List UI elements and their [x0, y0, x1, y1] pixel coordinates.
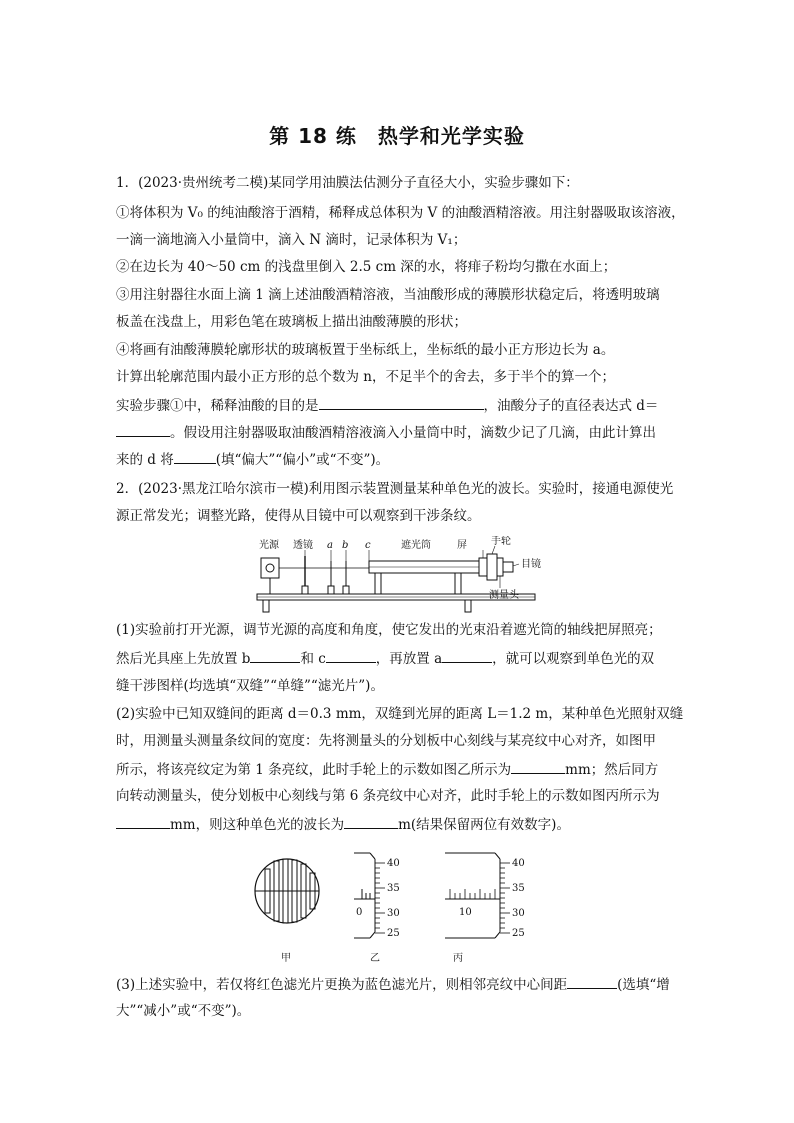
answer-blank-error[interactable]	[174, 449, 216, 464]
hand-wheel	[487, 554, 497, 580]
q2-part1-line1: (1)实验前打开光源，调节光源的高度和角度，使它发出的光束沿着遮光筒的轴线把屏照亮；	[116, 622, 662, 638]
q2-part2-line3	[116, 759, 681, 780]
measurement-figures	[250, 843, 540, 965]
q1-question-line1	[116, 395, 681, 416]
bing-tick-35: 35	[512, 883, 525, 894]
yi-tick-35: 35	[387, 883, 400, 894]
answer-blank-wavelength[interactable]	[344, 814, 398, 829]
q2-part1-line2	[116, 648, 681, 669]
label-hand-wheel: 手轮	[491, 536, 511, 547]
answer-blank-b[interactable]	[250, 648, 300, 663]
label-tube: 遮光筒	[401, 540, 431, 551]
q2-part2-line1: (2)实验中已知双缝间的距离 d＝0.3 mm，双缝到光屏的距离 L＝1.2 m，某种单色光照射双缝	[116, 706, 684, 722]
q2-part2-text2: mm；然后同方	[565, 762, 659, 778]
label-b: b	[342, 540, 349, 551]
q2-stem-line2: 源正常发光；调整光路，使得从目镜中可以观察到干涉条纹。	[116, 508, 481, 524]
q1-text-c: 。假设用注射器吸取油酸酒精溶液滴入小量筒中时，滴数少记了几滴，由此计算出	[170, 425, 656, 441]
answer-blank-diameter[interactable]	[116, 422, 170, 437]
screen	[479, 558, 487, 576]
q2-part2-text3: mm，则这种单色光的波长为	[170, 817, 345, 833]
rail-leg-left	[263, 600, 269, 612]
answer-blank-c[interactable]	[326, 648, 376, 663]
q2-part3-line1	[116, 974, 681, 995]
q1-text-e: (填“偏大”“偏小”或“不变”)。	[215, 452, 390, 468]
bing-tick-25: 25	[512, 928, 525, 939]
figure-jia	[255, 859, 319, 923]
q1-text-b: ，油酸分子的直径表达式 d＝	[483, 398, 659, 414]
q2-part2-line4: 向转动测量头，使分划板中心刻线与第 6 条亮纹中心对齐，此时手轮上的示数如图丙所示为	[116, 788, 660, 804]
yi-tick-25: 25	[387, 928, 400, 939]
answer-blank-reading1[interactable]	[511, 759, 565, 774]
caption-jia: 甲	[281, 953, 291, 964]
q2-part2-text1: 所示，将该亮纹定为第 1 条亮纹，此时手轮上的示数如图乙所示为	[116, 762, 512, 778]
answer-blank-reading2[interactable]	[116, 814, 170, 829]
label-light-source: 光源	[259, 540, 279, 551]
q2-part2-line5	[116, 814, 681, 835]
q2-part1-text1: 然后光具座上先放置 b	[116, 651, 251, 667]
light-source-box	[261, 558, 279, 578]
eyepiece	[503, 562, 513, 572]
label-lens: 透镜	[293, 540, 313, 551]
label-eyepiece: 目镜	[521, 559, 541, 570]
yi-main-zero: 0	[356, 907, 363, 918]
q2-part2-line2: 时，用测量头测量条纹间的宽度：先将测量头的分划板中心刻线与某亮纹中心对齐，如图甲	[116, 733, 656, 749]
label-c: c	[365, 540, 371, 551]
measuring-head	[497, 558, 503, 576]
q2-part1-text2: 和 c	[300, 651, 326, 667]
page-title: 第 18 练 热学和光学实验	[269, 124, 525, 148]
q1-question-line3	[116, 449, 681, 470]
figure-bing	[445, 853, 510, 938]
q1-text-a: 实验步骤①中，稀释油酸的目的是	[116, 398, 319, 414]
answer-blank-spacing[interactable]	[567, 974, 617, 989]
label-measuring-head: 测量头	[489, 590, 519, 601]
q2-part1-text4: ，就可以观察到单色光的双	[492, 651, 655, 667]
q2-part3-text1: (3)上述实验中，若仅将红色滤光片更换为蓝色滤光片，则相邻亮纹中心间距	[116, 977, 568, 993]
bing-tick-40: 40	[512, 858, 525, 869]
q2-part1-text3: ，再放置 a	[375, 651, 443, 667]
q2-part3-line2: 大”“减小”或“不变”)。	[116, 1003, 251, 1019]
q2-part3-text2: (选填“增	[617, 977, 670, 993]
light-source-bulb	[266, 564, 274, 572]
q1-step3-line1: ③用注射器往水面上滴 1 滴上述油酸酒精溶液，当油酸形成的薄膜形状稳定后，将透明玻璃	[116, 287, 660, 303]
q1-step4: ④将画有油酸薄膜轮廓形状的玻璃板置于坐标纸上，坐标纸的最小正方形边长为 a。	[116, 342, 615, 358]
q1-step2: ②在边长为 40～50 cm 的浅盘里倒入 2.5 cm 深的水，将痱子粉均匀撒在水面上；	[116, 259, 617, 275]
answer-blank-purpose[interactable]	[319, 395, 484, 410]
bing-main-ten: 10	[459, 907, 472, 918]
q1-step3-line2: 板盖在浅盘上，用彩色笔在玻璃板上描出油酸薄膜的形状；	[116, 314, 467, 330]
bing-tick-30: 30	[512, 908, 525, 919]
caption-yi: 乙	[370, 953, 380, 964]
double-slit-apparatus-figure	[255, 536, 545, 614]
q1-text-d: 来的 d 将	[116, 452, 174, 468]
label-a: a	[327, 540, 333, 551]
figure-yi	[354, 853, 385, 938]
q1-count-rule: 计算出轮廓范围内最小正方形的总个数为 n，不足半个的舍去，多于半个的算一个；	[116, 369, 615, 385]
rail-leg-right	[465, 600, 471, 612]
yi-tick-30: 30	[387, 908, 400, 919]
answer-blank-a[interactable]	[442, 648, 492, 663]
q2-part1-line3: 缝干涉图样(均选填“双缝”“单缝”“滤光片”)。	[116, 678, 384, 694]
label-screen: 屏	[457, 540, 467, 551]
q2-stem-line1: 2．(2023·黑龙江哈尔滨市一模)利用图示装置测量某种单色光的波长。实验时，接通电源使光	[116, 481, 674, 497]
q1-step1-line2: 一滴一滴地滴入小量筒中，滴入 N 滴时，记录体积为 V₁；	[116, 232, 467, 248]
q1-step1-line1: ①将体积为 V₀ 的纯油酸溶于酒精，稀释成总体积为 V 的油酸酒精溶液。用注射器吸取该溶液，	[116, 205, 685, 221]
q1-stem: 1．(2023·贵州统考二模)某同学用油膜法估测分子直径大小，实验步骤如下：	[116, 175, 579, 191]
yi-tick-40: 40	[387, 858, 400, 869]
q2-part2-text4: m(结果保留两位有效数字)。	[398, 817, 570, 833]
q1-question-line2	[116, 422, 681, 443]
caption-bing: 丙	[453, 953, 463, 964]
